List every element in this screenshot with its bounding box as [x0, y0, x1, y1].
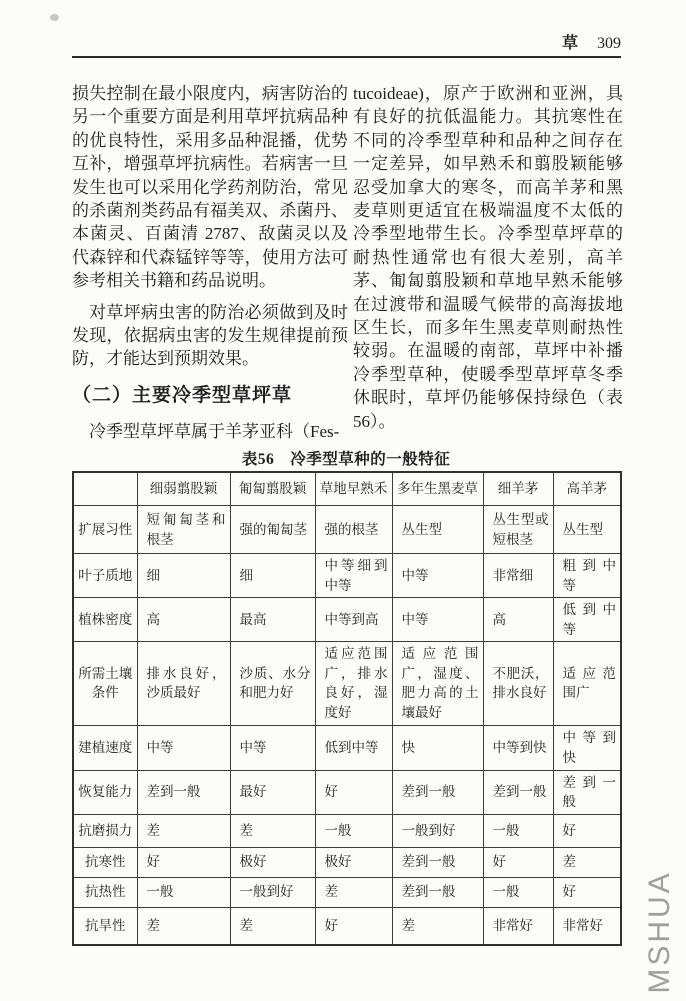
table-cell: 细	[230, 554, 315, 598]
table-cell: 丛生型	[553, 506, 621, 554]
table-row	[73, 598, 621, 642]
table-cell: 差	[137, 814, 230, 847]
table-cell: 强的根茎	[315, 506, 392, 554]
header-row	[73, 472, 621, 506]
table-cell: 低到中等	[553, 598, 621, 642]
header-rule	[72, 56, 621, 58]
row-label: 抗磨损力	[73, 814, 137, 847]
table-cell: 中等	[392, 554, 483, 598]
table-cell: 排水良好，沙质最好	[137, 642, 230, 725]
table-row	[73, 506, 621, 554]
table-cell: 中等	[392, 598, 483, 642]
table-cell: 差到一般	[392, 847, 483, 877]
table-cell: 丛生型或短根茎	[483, 506, 553, 554]
table-cell: 短匍匐茎和根茎	[137, 506, 230, 554]
table-cell: 非常好	[483, 907, 553, 945]
row-label: 建植速度	[73, 725, 137, 770]
paragraph-festucoideae-start: 冷季型草坪草属于羊茅亚科（Fes-	[89, 421, 340, 441]
table-cell: 中等	[137, 725, 230, 770]
row-label: 所需土壤条件	[73, 642, 137, 725]
table-row	[73, 847, 621, 877]
left-text-column	[72, 82, 348, 443]
table-cell: 最高	[230, 598, 315, 642]
table-row	[73, 770, 621, 814]
table-cell: 中等	[230, 725, 315, 770]
table-cell: 差到一般	[137, 770, 230, 814]
table-cell: 差	[392, 907, 483, 945]
table-cell: 差	[315, 877, 392, 907]
right-text-column	[353, 82, 623, 433]
column-header: 草地早熟禾	[315, 472, 392, 506]
row-label: 叶子质地	[73, 554, 137, 598]
table-row	[73, 554, 621, 598]
scan-speck	[50, 14, 59, 21]
table-cell: 差到一般	[392, 770, 483, 814]
table-cell: 强的匍匐茎	[230, 506, 315, 554]
page-number: 309	[597, 35, 621, 52]
column-header: 高羊茅	[553, 472, 621, 506]
table-cell: 不肥沃，排水良好	[483, 642, 553, 725]
row-label: 抗旱性	[73, 907, 137, 945]
table-row	[73, 725, 621, 770]
table-cell: 高	[483, 598, 553, 642]
table-cell: 差	[553, 847, 621, 877]
page-header	[72, 30, 621, 53]
row-label: 扩展习性	[73, 506, 137, 554]
table-cell: 快	[392, 725, 483, 770]
table-cell: 中等到高	[315, 598, 392, 642]
table-cell: 差到一般	[392, 877, 483, 907]
table-cell: 中等到快	[553, 725, 621, 770]
table-row	[73, 814, 621, 847]
watermark-text: MSHUA	[643, 870, 676, 994]
table-cell: 好	[483, 847, 553, 877]
table-cell: 适应范围广	[553, 642, 621, 725]
table-cell: 差	[137, 907, 230, 945]
table-cell: 最好	[230, 770, 315, 814]
table-cell: 适应范围广，湿度、肥力高的土壤最好	[392, 642, 483, 725]
chapter-label: 草	[561, 35, 579, 52]
table-cell: 丛生型	[392, 506, 483, 554]
table-cell: 差	[230, 814, 315, 847]
table-cell: 差	[230, 907, 315, 945]
table-cell: 好	[315, 770, 392, 814]
species-table	[72, 471, 622, 946]
row-label: 抗寒性	[73, 847, 137, 877]
table-cell: 好	[553, 814, 621, 847]
column-header: 多年生黑麦草	[392, 472, 483, 506]
section-heading: （二）主要冷季型草坪草	[72, 384, 293, 406]
paragraph-cool-season-traits: tucoideae)，原产于欧洲和亚洲，具有良好的抗低温能力。其抗寒性在不同的冷季型草种和品种之间存在一定差异，如早熟禾和翦股颖能够忍受加拿大的寒冬，而高羊茅和黑麦草则更适宜在极端温度不太低的冷季型地带生长。冷季型草坪草的耐热性通常也有很大差别，高羊茅、匍匐翦股颖和草地早熟禾能够在过渡带和温暖气候带的高海拔地区生长，而多年生黑麦草则耐热性较弱。在温暖的南部，草坪中补播冷季型草种，使暖季型草坪草冬季休眠时，草坪仍能够保持绿色（表 56）。	[353, 84, 623, 431]
table-cell: 一般到好	[392, 814, 483, 847]
table-cell: 非常好	[553, 907, 621, 945]
table-cell: 好	[553, 877, 621, 907]
column-header: 细弱翦股颖	[137, 472, 230, 506]
table-cell: 沙质、水分和肥力好	[230, 642, 315, 725]
row-label: 植株密度	[73, 598, 137, 642]
table-cell: 中等细到中等	[315, 554, 392, 598]
table-cell: 一般	[483, 814, 553, 847]
table-cell: 适应范围广，排水良好，湿度好	[315, 642, 392, 725]
paragraph-disease-control: 损失控制在最小限度内，病害防治的另一个重要方面是利用草坪抗病品种的优良特性，采用多品种混播，优势互补，增强草坪抗病性。若病害一旦发生也可以采用化学药剂防治，常见的杀菌剂类药品有福美双、杀菌丹、本菌灵、百菌清 2787、敌菌灵以及代森锌和代森锰锌等等，使用方法可参考相关书籍和药品说明。	[72, 84, 348, 291]
table-cell: 高	[137, 598, 230, 642]
table-cell: 极好	[230, 847, 315, 877]
row-label: 抗热性	[73, 877, 137, 907]
table-cell: 好	[137, 847, 230, 877]
table-cell: 好	[315, 907, 392, 945]
column-header: 匍匐翦股颖	[230, 472, 315, 506]
table-cell: 一般	[137, 877, 230, 907]
table-row	[73, 907, 621, 945]
table-body	[73, 506, 621, 946]
paragraph-pest-prevention: 对草坪病虫害的防治必须做到及时发现，依据病虫害的发生规律提前预防，才能达到预期效果。	[72, 302, 348, 369]
table-row	[73, 642, 621, 725]
table-cell: 粗到中等	[553, 554, 621, 598]
table-cell: 低到中等	[315, 725, 392, 770]
table-head	[73, 472, 621, 506]
table-cell: 一般	[483, 877, 553, 907]
table-cell: 一般	[315, 814, 392, 847]
table-cell: 差到一般	[483, 770, 553, 814]
table-cell: 非常细	[483, 554, 553, 598]
table-cell: 中等到快	[483, 725, 553, 770]
column-header: 细羊茅	[483, 472, 553, 506]
table-title: 表56 冷季型草种的一般特征	[241, 451, 451, 468]
table-cell: 细	[137, 554, 230, 598]
table-row	[73, 877, 621, 907]
table-cell: 一般到好	[230, 877, 315, 907]
table-cell: 差到一般	[553, 770, 621, 814]
table-container	[72, 471, 622, 946]
table-cell: 极好	[315, 847, 392, 877]
row-label: 恢复能力	[73, 770, 137, 814]
corner-cell	[73, 472, 137, 506]
